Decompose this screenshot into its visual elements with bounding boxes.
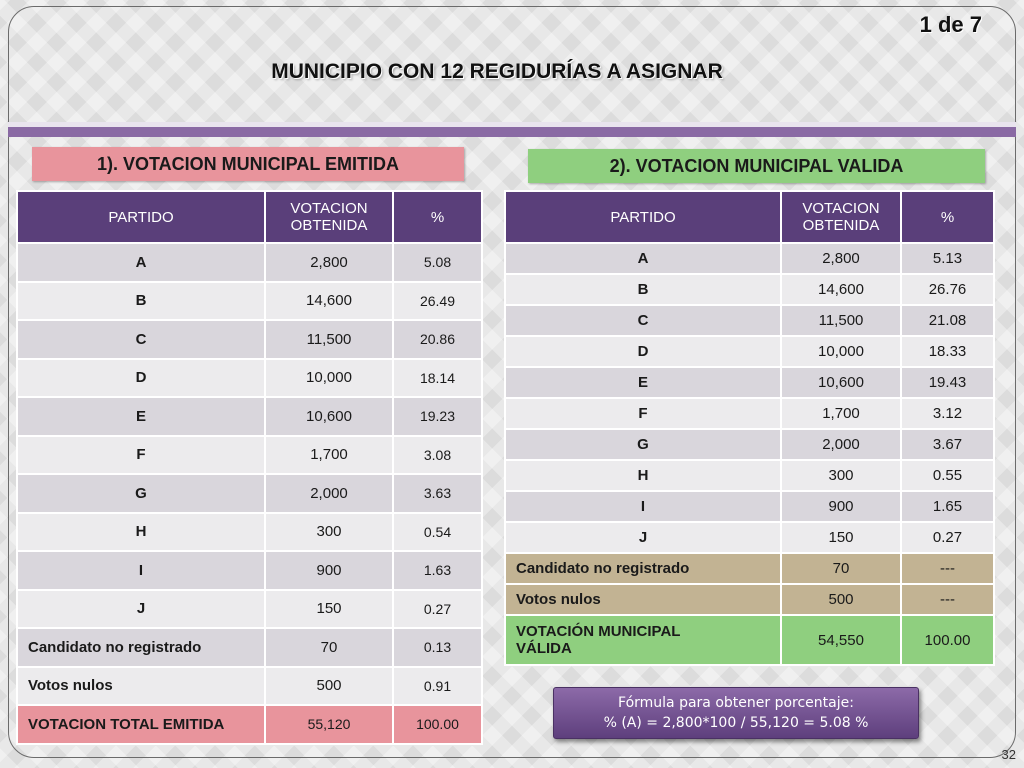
header-pct: % — [901, 191, 994, 243]
slide-title: MUNICIPIO CON 12 REGIDURÍAS A ASIGNAR — [271, 60, 723, 83]
party-cell: F — [505, 398, 781, 429]
votes-cell: 1,700 — [781, 398, 901, 429]
pct-cell: 0.27 — [393, 590, 482, 629]
votes-cell: 300 — [265, 513, 393, 552]
table-row — [505, 336, 994, 367]
divider-band-purple — [8, 127, 1016, 137]
page-counter: 1 de 7 — [919, 12, 982, 37]
votes-cell: 10,000 — [265, 359, 393, 398]
votes-cell: 14,600 — [781, 274, 901, 305]
table-row — [505, 491, 994, 522]
table-row-total — [17, 705, 482, 744]
table-row — [17, 397, 482, 436]
party-cell: Votos nulos — [17, 667, 265, 706]
header-pct: % — [393, 191, 482, 243]
pct-cell: 100.00 — [901, 615, 994, 665]
votes-cell: 500 — [265, 667, 393, 706]
votes-cell: 10,600 — [265, 397, 393, 436]
table-row — [17, 436, 482, 475]
formula-line1: Fórmula para obtener porcentaje: — [618, 695, 854, 711]
table-row — [505, 553, 994, 584]
table-row — [17, 551, 482, 590]
votes-cell: 500 — [781, 584, 901, 615]
pct-cell: 26.76 — [901, 274, 994, 305]
pct-cell: 20.86 — [393, 320, 482, 359]
table-row — [505, 522, 994, 553]
pct-cell: 5.13 — [901, 243, 994, 274]
party-cell: A — [505, 243, 781, 274]
pct-cell: 0.54 — [393, 513, 482, 552]
pct-cell: 100.00 — [393, 705, 482, 744]
table-row — [17, 282, 482, 321]
pct-cell: 1.65 — [901, 491, 994, 522]
pct-cell: 3.63 — [393, 474, 482, 513]
votes-cell: 900 — [265, 551, 393, 590]
party-cell: VOTACION TOTAL EMITIDA — [17, 705, 265, 744]
party-cell: J — [505, 522, 781, 553]
pct-cell: 21.08 — [901, 305, 994, 336]
votes-cell: 900 — [781, 491, 901, 522]
party-cell: D — [505, 336, 781, 367]
party-cell: VOTACIÓN MUNICIPAL VÁLIDA — [505, 615, 781, 665]
table-row — [505, 243, 994, 274]
section-label-emitida: 1). VOTACION MUNICIPAL EMITIDA — [32, 147, 464, 181]
party-cell: J — [17, 590, 265, 629]
table-header-row — [505, 191, 994, 243]
table-row — [17, 513, 482, 552]
section-label-valida: 2). VOTACION MUNICIPAL VALIDA — [528, 149, 985, 183]
table-row — [505, 460, 994, 491]
table-row — [17, 243, 482, 282]
party-cell: Candidato no registrado — [505, 553, 781, 584]
pct-cell: 0.55 — [901, 460, 994, 491]
votes-cell: 70 — [265, 628, 393, 667]
votes-cell: 2,000 — [781, 429, 901, 460]
formula-box — [553, 687, 919, 739]
table-row — [505, 429, 994, 460]
party-cell: H — [17, 513, 265, 552]
pct-cell: 0.27 — [901, 522, 994, 553]
party-cell: B — [505, 274, 781, 305]
party-cell: C — [17, 320, 265, 359]
party-cell: B — [17, 282, 265, 321]
votes-cell: 300 — [781, 460, 901, 491]
pct-cell: 19.23 — [393, 397, 482, 436]
party-cell: H — [505, 460, 781, 491]
votes-cell: 1,700 — [265, 436, 393, 475]
table-row — [17, 667, 482, 706]
pct-cell: 18.14 — [393, 359, 482, 398]
party-cell: A — [17, 243, 265, 282]
votes-cell: 10,000 — [781, 336, 901, 367]
votes-cell: 150 — [781, 522, 901, 553]
pct-cell: --- — [901, 584, 994, 615]
header-votacion: VOTACION OBTENIDA — [265, 191, 393, 243]
slide-number: 32 — [1001, 747, 1016, 762]
table-row — [17, 320, 482, 359]
pct-cell: --- — [901, 553, 994, 584]
header-partido: PARTIDO — [505, 191, 781, 243]
table-row-total — [505, 615, 994, 665]
table-votacion-valida — [504, 190, 995, 666]
pct-cell: 3.12 — [901, 398, 994, 429]
header-votacion: VOTACION OBTENIDA — [781, 191, 901, 243]
table-row — [17, 359, 482, 398]
votes-cell: 11,500 — [265, 320, 393, 359]
party-cell: E — [17, 397, 265, 436]
table-row — [505, 398, 994, 429]
votes-cell: 150 — [265, 590, 393, 629]
pct-cell: 26.49 — [393, 282, 482, 321]
table-row — [17, 474, 482, 513]
pct-cell: 0.13 — [393, 628, 482, 667]
table-row — [505, 305, 994, 336]
party-cell: F — [17, 436, 265, 475]
party-cell: E — [505, 367, 781, 398]
table-row — [505, 584, 994, 615]
votes-cell: 14,600 — [265, 282, 393, 321]
header-partido: PARTIDO — [17, 191, 265, 243]
party-cell: G — [505, 429, 781, 460]
table-votacion-emitida — [16, 190, 483, 745]
votes-cell: 55,120 — [265, 705, 393, 744]
party-cell: D — [17, 359, 265, 398]
table-row — [17, 590, 482, 629]
pct-cell: 5.08 — [393, 243, 482, 282]
table-row — [17, 628, 482, 667]
table-row — [505, 274, 994, 305]
formula-line2: % (A) = 2,800*100 / 55,120 = 5.08 % — [603, 715, 869, 731]
pct-cell: 3.08 — [393, 436, 482, 475]
party-cell: I — [17, 551, 265, 590]
party-cell: Votos nulos — [505, 584, 781, 615]
table-row — [505, 367, 994, 398]
party-cell: C — [505, 305, 781, 336]
votes-cell: 2,800 — [265, 243, 393, 282]
pct-cell: 1.63 — [393, 551, 482, 590]
pct-cell: 0.91 — [393, 667, 482, 706]
party-cell: G — [17, 474, 265, 513]
votes-cell: 10,600 — [781, 367, 901, 398]
pct-cell: 18.33 — [901, 336, 994, 367]
votes-cell: 2,800 — [781, 243, 901, 274]
votes-cell: 70 — [781, 553, 901, 584]
pct-cell: 19.43 — [901, 367, 994, 398]
table-header-row — [17, 191, 482, 243]
votes-cell: 2,000 — [265, 474, 393, 513]
party-cell: Candidato no registrado — [17, 628, 265, 667]
votes-cell: 11,500 — [781, 305, 901, 336]
party-cell: I — [505, 491, 781, 522]
pct-cell: 3.67 — [901, 429, 994, 460]
votes-cell: 54,550 — [781, 615, 901, 665]
